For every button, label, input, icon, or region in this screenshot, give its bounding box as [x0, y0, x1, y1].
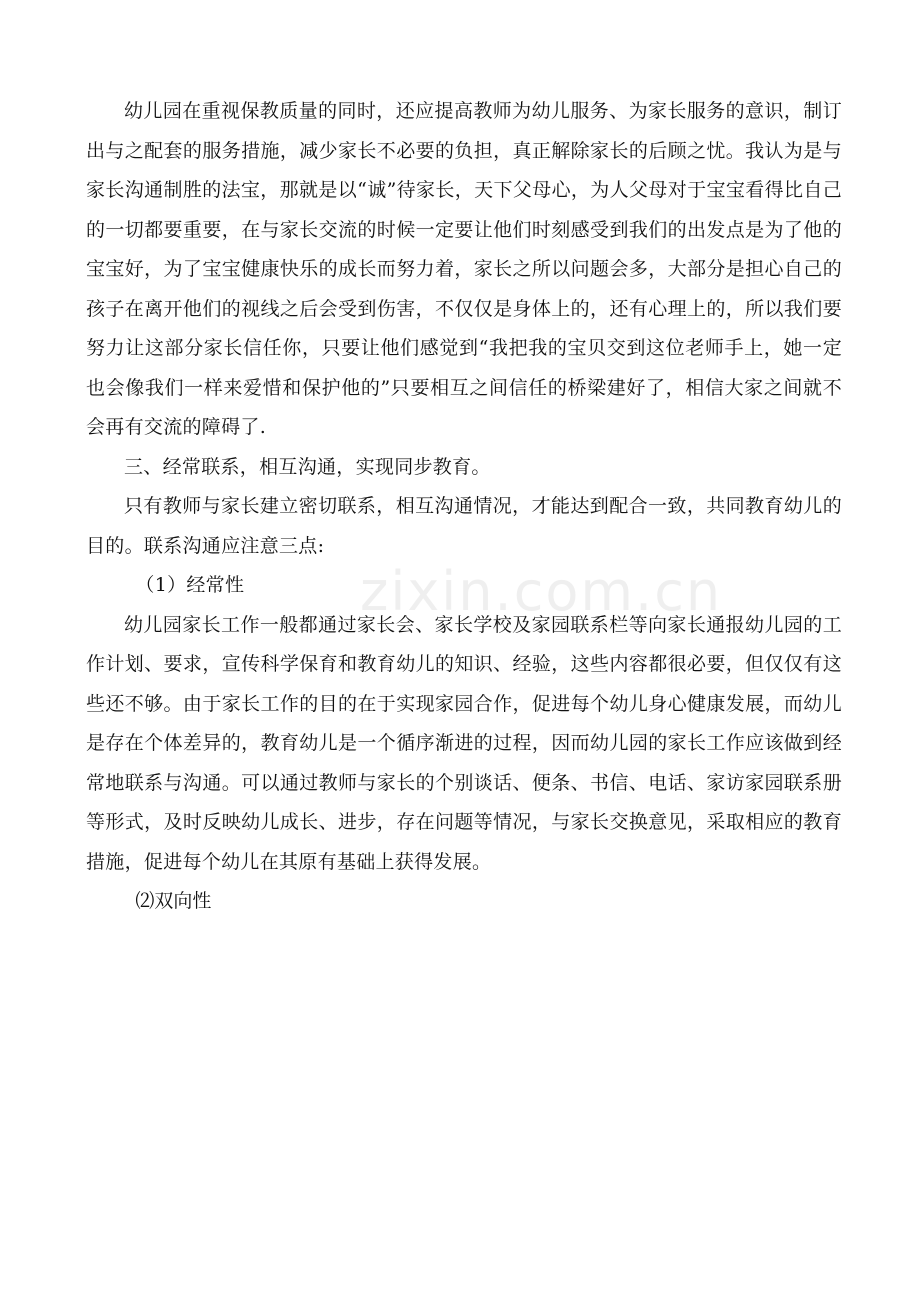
- watermark-logo: zixin.com.cn: [360, 560, 723, 623]
- subheading-two-way: ⑵双向性: [135, 890, 212, 912]
- paragraph-regularity: 幼儿园家长工作一般都通过家长会、家长学校及家园联系栏等向家长通报幼儿园的工作计划、要求，宣传科学保育和教育幼儿的知识、经验，这些内容都很必要，但仅仅有这些还不够。由于家长工作的目的在于实现家园合作，促进每个幼儿身心健康发展，而幼儿是存在个体差异的，教育幼儿是一个循序渐进的过程，因而幼儿园的家长工作应该做到经常地联系与沟通。可以通过教师与家长的个别谈话、便条、书信、电话、家访家园联系册等形式，及时反映幼儿成长、进步，存在问题等情况，与家长交换意见，采取相应的教育措施，促进每个幼儿在其原有基础上获得发展。: [86, 613, 842, 873]
- subheading-regularity: （1）经常性: [135, 574, 245, 596]
- paragraph-contact-intro: 只有教师与家长建立密切联系，相互沟通情况，才能达到配合一致，共同教育幼儿的目的。联系沟通应注意三点:: [86, 495, 842, 557]
- section-heading-three: 三、经常联系，相互沟通，实现同步教育。: [124, 455, 491, 478]
- paragraph-parent-service: 幼儿园在重视保教质量的同时，还应提高教师为幼儿服务、为家长服务的意识，制订出与之配套的服务措施，减少家长不必要的负担，真正解除家长的后顾之忧。我认为是与家长沟通制胜的法宝，那就是以“诚”待家长，天下父母心，为人父母对于宝宝看得比自己的一切都要重要，在与家长交流的时候一定要让他们时刻感受到我们的出发点是为了他的宝宝好，为了宝宝健康快乐的成长而努力着，家长之所以问题会多，大部分是担心自己的孩子在离开他们的视线之后会受到伤害，不仅仅是身体上的，还有心理上的，所以我们要努力让这部分家长信任你，只要让他们感觉到“我把我的宝贝交到这位老师手上，她一定也会像我们一样来爱惜和保护他的”只要相互之间信任的桥梁建好了，相信大家之间就不会再有交流的障碍了.: [86, 100, 842, 438]
- document-body: [86, 92, 842, 922]
